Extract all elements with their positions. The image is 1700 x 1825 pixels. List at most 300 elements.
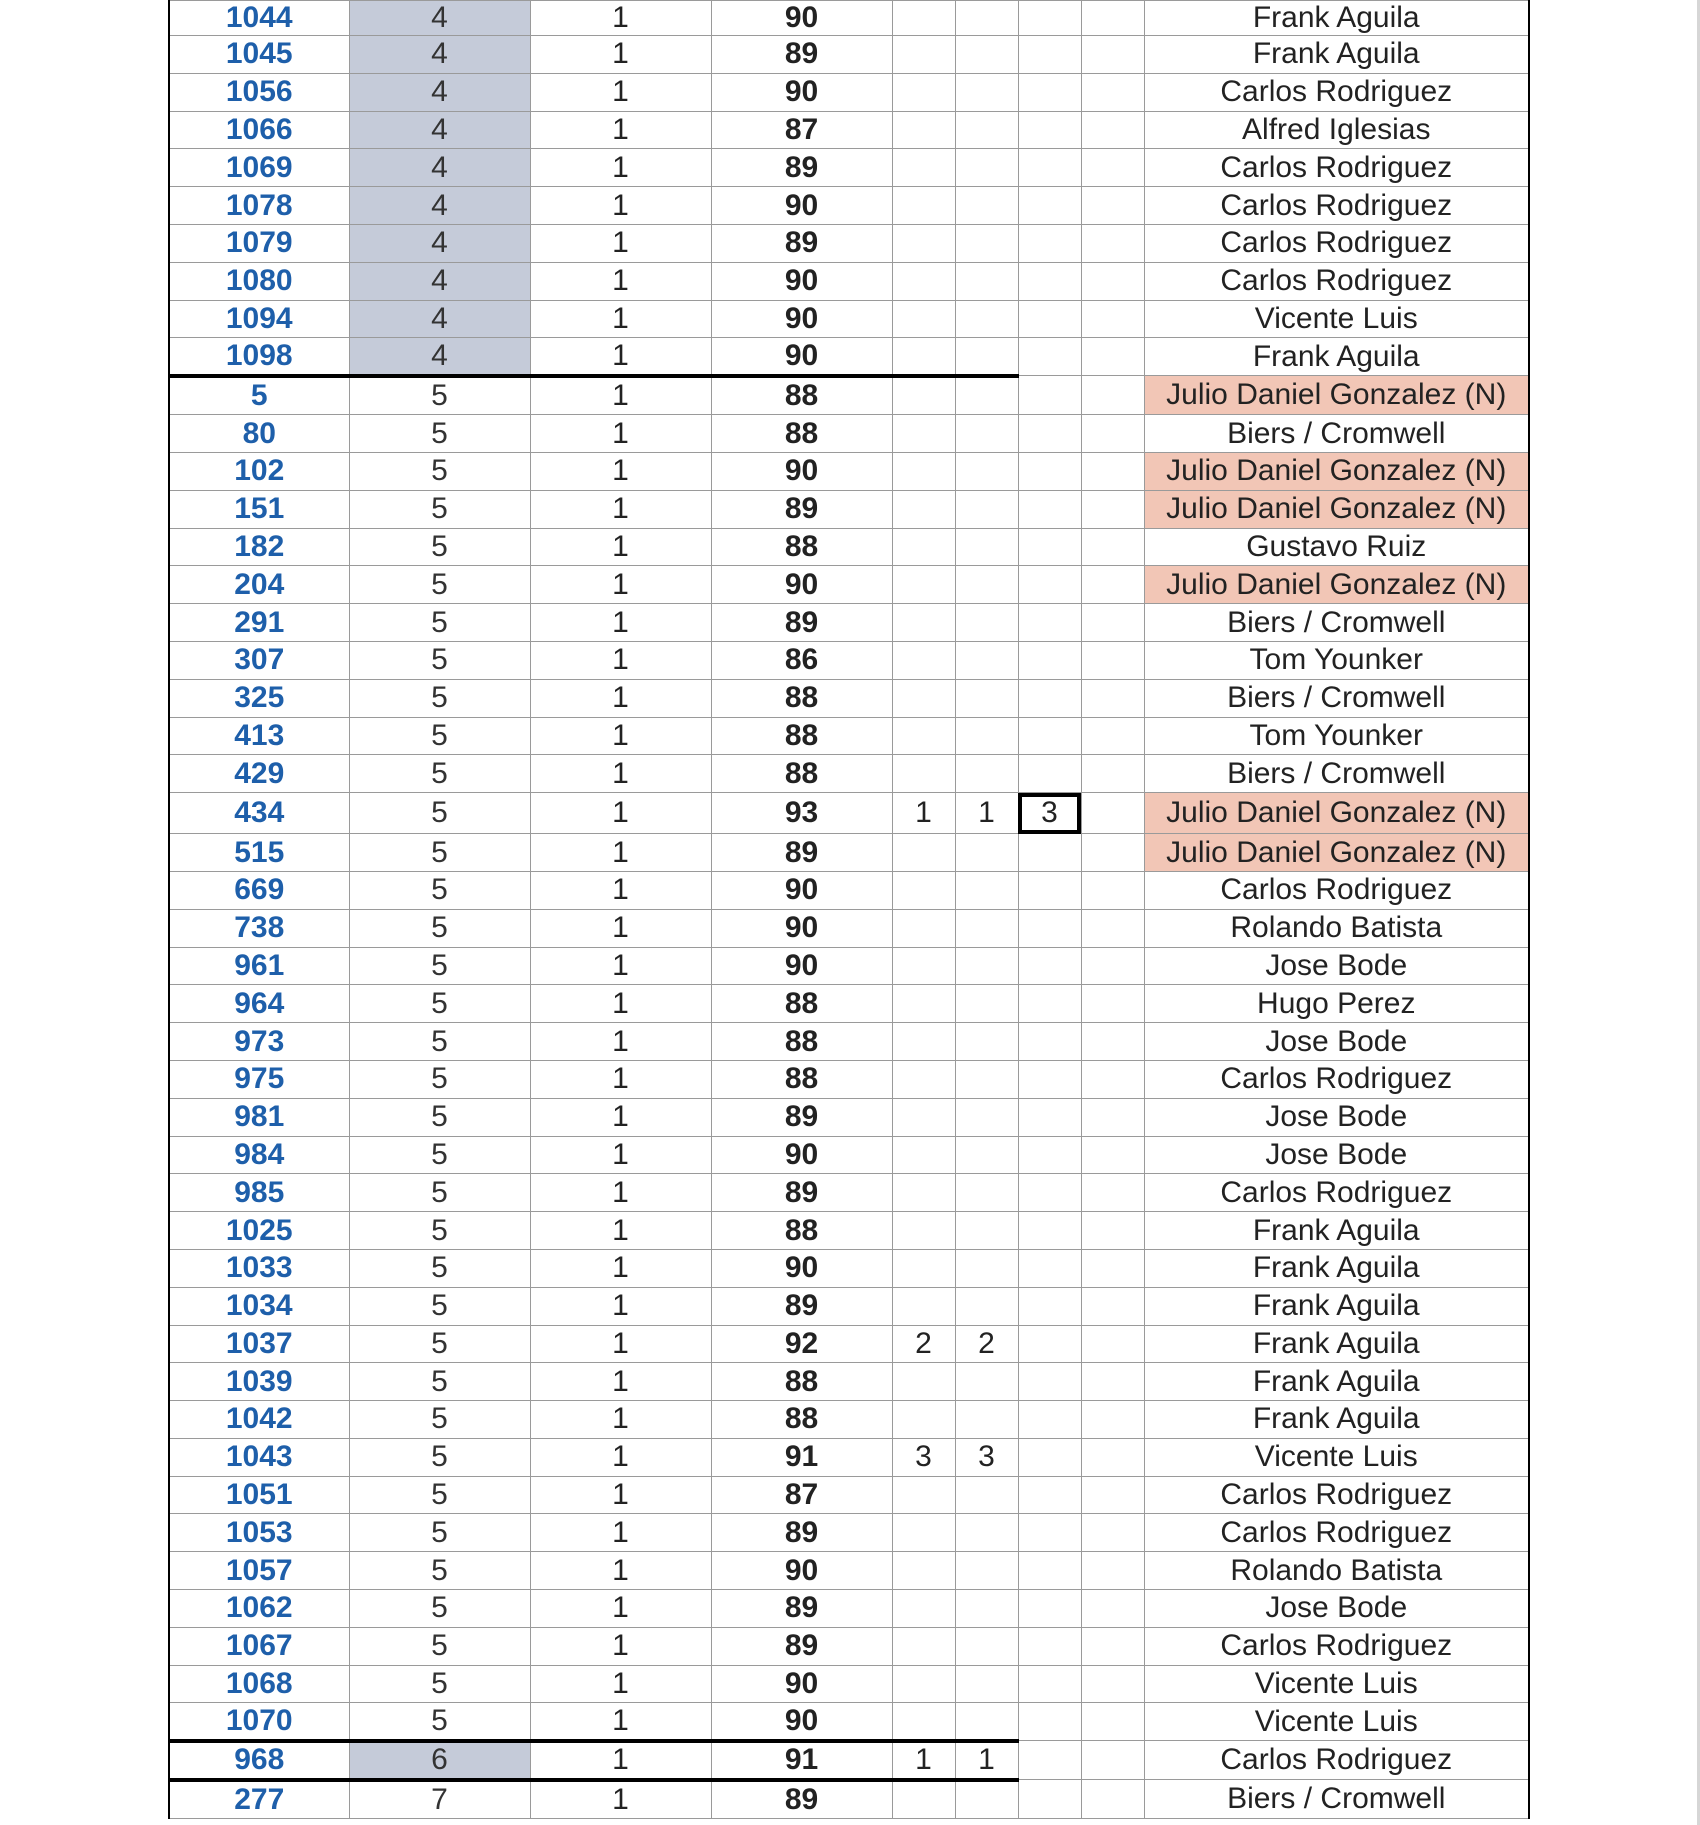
exhibitor-name: Julio Daniel Gonzalez (N) <box>1144 566 1529 604</box>
count-value: 1 <box>530 1174 711 1212</box>
table-row <box>169 604 1529 642</box>
group-number: 5 <box>349 1212 530 1250</box>
score-value: 90 <box>711 73 892 111</box>
extra-col-2 <box>955 985 1018 1023</box>
extra-col-1 <box>892 871 955 909</box>
group-number: 5 <box>349 1703 530 1741</box>
group-number: 5 <box>349 717 530 755</box>
extra-col-3 <box>1018 1552 1081 1590</box>
extra-col-3 <box>1018 1401 1081 1439</box>
table-row <box>169 641 1529 679</box>
extra-col-3 <box>1018 149 1081 187</box>
extra-col-1 <box>892 1780 955 1819</box>
extra-col-3 <box>1018 985 1081 1023</box>
extra-col-2 <box>955 604 1018 642</box>
entry-id: 1053 <box>169 1514 349 1552</box>
table-row <box>169 490 1529 528</box>
extra-col-1 <box>892 1 955 36</box>
extra-col-1 <box>892 641 955 679</box>
extra-col-2 <box>955 1627 1018 1665</box>
table-row <box>169 111 1529 149</box>
extra-col-1 <box>892 566 955 604</box>
extra-col-3 <box>1018 1665 1081 1703</box>
group-number: 5 <box>349 1438 530 1476</box>
group-number: 4 <box>349 36 530 74</box>
entry-id: 434 <box>169 793 349 834</box>
count-value: 1 <box>530 1741 711 1780</box>
extra-col-2 <box>955 1136 1018 1174</box>
entry-id: 429 <box>169 755 349 793</box>
extra-col-1 <box>892 755 955 793</box>
score-value: 88 <box>711 528 892 566</box>
group-number: 5 <box>349 985 530 1023</box>
table-row <box>169 755 1529 793</box>
exhibitor-name: Biers / Cromwell <box>1144 1780 1529 1819</box>
extra-col-3 <box>1018 415 1081 453</box>
exhibitor-name: Jose Bode <box>1144 947 1529 985</box>
table-row <box>169 793 1529 834</box>
extra-col-3 <box>1018 834 1081 872</box>
table-row <box>169 1476 1529 1514</box>
score-value: 88 <box>711 376 892 415</box>
count-value: 1 <box>530 1590 711 1628</box>
score-value: 90 <box>711 947 892 985</box>
extra-col-2: 3 <box>955 1438 1018 1476</box>
entry-id: 1080 <box>169 262 349 300</box>
extra-col-4 <box>1081 1514 1144 1552</box>
entry-id: 981 <box>169 1098 349 1136</box>
entry-id: 325 <box>169 679 349 717</box>
count-value: 1 <box>530 1287 711 1325</box>
entry-id: 964 <box>169 985 349 1023</box>
extra-col-2 <box>955 262 1018 300</box>
extra-col-2 <box>955 566 1018 604</box>
extra-col-3 <box>1018 1023 1081 1061</box>
exhibitor-name: Frank Aguila <box>1144 1363 1529 1401</box>
entry-id: 1078 <box>169 187 349 225</box>
extra-col-3 <box>1018 641 1081 679</box>
exhibitor-name: Jose Bode <box>1144 1136 1529 1174</box>
extra-col-1 <box>892 1249 955 1287</box>
extra-col-2 <box>955 717 1018 755</box>
group-number: 5 <box>349 1401 530 1439</box>
extra-col-2 <box>955 338 1018 376</box>
entry-id: 961 <box>169 947 349 985</box>
exhibitor-name: Carlos Rodriguez <box>1144 1514 1529 1552</box>
count-value: 1 <box>530 1780 711 1819</box>
count-value: 1 <box>530 717 711 755</box>
exhibitor-name: Biers / Cromwell <box>1144 604 1529 642</box>
extra-col-2 <box>955 187 1018 225</box>
exhibitor-name: Gustavo Ruiz <box>1144 528 1529 566</box>
extra-col-3 <box>1018 1 1081 36</box>
count-value: 1 <box>530 1098 711 1136</box>
entry-id: 182 <box>169 528 349 566</box>
extra-col-3: 3 <box>1018 793 1081 834</box>
exhibitor-name: Vicente Luis <box>1144 1703 1529 1741</box>
entry-id: 80 <box>169 415 349 453</box>
entry-id: 1037 <box>169 1325 349 1363</box>
group-number: 5 <box>349 415 530 453</box>
group-number: 5 <box>349 1476 530 1514</box>
table-row <box>169 1780 1529 1819</box>
exhibitor-name: Jose Bode <box>1144 1590 1529 1628</box>
extra-col-2 <box>955 641 1018 679</box>
extra-col-1 <box>892 909 955 947</box>
count-value: 1 <box>530 1363 711 1401</box>
extra-col-4 <box>1081 111 1144 149</box>
score-value: 88 <box>711 1401 892 1439</box>
entry-id: 1045 <box>169 36 349 74</box>
table-row <box>169 1438 1529 1476</box>
extra-col-4 <box>1081 566 1144 604</box>
group-number: 5 <box>349 604 530 642</box>
exhibitor-name: Julio Daniel Gonzalez (N) <box>1144 834 1529 872</box>
group-number: 4 <box>349 187 530 225</box>
extra-col-1 <box>892 1363 955 1401</box>
group-number: 5 <box>349 1060 530 1098</box>
extra-col-3 <box>1018 1098 1081 1136</box>
extra-col-2 <box>955 300 1018 338</box>
entry-id: 1044 <box>169 1 349 36</box>
extra-col-3 <box>1018 187 1081 225</box>
group-number: 5 <box>349 490 530 528</box>
count-value: 1 <box>530 909 711 947</box>
extra-col-1 <box>892 1665 955 1703</box>
table-row <box>169 262 1529 300</box>
exhibitor-name: Carlos Rodriguez <box>1144 224 1529 262</box>
extra-col-1 <box>892 1590 955 1628</box>
extra-col-3 <box>1018 490 1081 528</box>
group-number: 5 <box>349 566 530 604</box>
table-row <box>169 452 1529 490</box>
extra-col-3 <box>1018 338 1081 376</box>
extra-col-4 <box>1081 73 1144 111</box>
extra-col-4 <box>1081 1287 1144 1325</box>
exhibitor-name: Biers / Cromwell <box>1144 679 1529 717</box>
entry-id: 1066 <box>169 111 349 149</box>
score-value: 87 <box>711 111 892 149</box>
extra-col-3 <box>1018 1212 1081 1250</box>
extra-col-1 <box>892 1287 955 1325</box>
extra-col-4 <box>1081 1703 1144 1741</box>
extra-col-2 <box>955 871 1018 909</box>
extra-col-4 <box>1081 1325 1144 1363</box>
table-row <box>169 985 1529 1023</box>
extra-col-2 <box>955 1 1018 36</box>
group-number: 4 <box>349 73 530 111</box>
exhibitor-name: Julio Daniel Gonzalez (N) <box>1144 376 1529 415</box>
extra-col-4 <box>1081 528 1144 566</box>
table-row <box>169 1287 1529 1325</box>
score-value: 88 <box>711 755 892 793</box>
extra-col-1 <box>892 73 955 111</box>
score-value: 89 <box>711 1780 892 1819</box>
count-value: 1 <box>530 338 711 376</box>
count-value: 1 <box>530 1249 711 1287</box>
extra-col-4 <box>1081 149 1144 187</box>
score-value: 90 <box>711 1552 892 1590</box>
extra-col-4 <box>1081 1 1144 36</box>
count-value: 1 <box>530 376 711 415</box>
count-value: 1 <box>530 871 711 909</box>
count-value: 1 <box>530 300 711 338</box>
extra-col-3 <box>1018 73 1081 111</box>
table-row <box>169 300 1529 338</box>
count-value: 1 <box>530 1401 711 1439</box>
score-value: 91 <box>711 1438 892 1476</box>
score-value: 89 <box>711 1287 892 1325</box>
table-row <box>169 36 1529 74</box>
score-value: 90 <box>711 262 892 300</box>
extra-col-2 <box>955 490 1018 528</box>
extra-col-3 <box>1018 1174 1081 1212</box>
score-value: 88 <box>711 985 892 1023</box>
count-value: 1 <box>530 1 711 36</box>
table-row <box>169 1665 1529 1703</box>
table-row <box>169 909 1529 947</box>
extra-col-3 <box>1018 1249 1081 1287</box>
score-value: 88 <box>711 1023 892 1061</box>
extra-col-3 <box>1018 36 1081 74</box>
extra-col-2 <box>955 909 1018 947</box>
group-number: 5 <box>349 1590 530 1628</box>
extra-col-2: 2 <box>955 1325 1018 1363</box>
count-value: 1 <box>530 1023 711 1061</box>
score-value: 88 <box>711 717 892 755</box>
score-value: 90 <box>711 338 892 376</box>
extra-col-2 <box>955 376 1018 415</box>
score-value: 87 <box>711 1476 892 1514</box>
group-number: 7 <box>349 1780 530 1819</box>
extra-col-4 <box>1081 36 1144 74</box>
exhibitor-name: Carlos Rodriguez <box>1144 1476 1529 1514</box>
extra-col-2 <box>955 947 1018 985</box>
score-value: 88 <box>711 1212 892 1250</box>
exhibitor-name: Julio Daniel Gonzalez (N) <box>1144 490 1529 528</box>
exhibitor-name: Frank Aguila <box>1144 1 1529 36</box>
extra-col-4 <box>1081 452 1144 490</box>
entry-id: 291 <box>169 604 349 642</box>
exhibitor-name: Jose Bode <box>1144 1023 1529 1061</box>
group-number: 5 <box>349 793 530 834</box>
table-row <box>169 1 1529 36</box>
extra-col-3 <box>1018 604 1081 642</box>
entry-id: 1025 <box>169 1212 349 1250</box>
extra-col-2 <box>955 1287 1018 1325</box>
exhibitor-name: Frank Aguila <box>1144 1287 1529 1325</box>
extra-col-3 <box>1018 717 1081 755</box>
extra-col-4 <box>1081 1060 1144 1098</box>
score-value: 89 <box>711 224 892 262</box>
entry-id: 975 <box>169 1060 349 1098</box>
extra-col-3 <box>1018 452 1081 490</box>
entry-id: 669 <box>169 871 349 909</box>
table-row <box>169 1627 1529 1665</box>
score-value: 88 <box>711 1060 892 1098</box>
exhibitor-name: Julio Daniel Gonzalez (N) <box>1144 793 1529 834</box>
exhibitor-name: Vicente Luis <box>1144 1665 1529 1703</box>
exhibitor-name: Frank Aguila <box>1144 36 1529 74</box>
entry-id: 968 <box>169 1741 349 1780</box>
extra-col-4 <box>1081 717 1144 755</box>
group-number: 5 <box>349 641 530 679</box>
score-value: 90 <box>711 1136 892 1174</box>
extra-col-1: 1 <box>892 793 955 834</box>
extra-col-4 <box>1081 1174 1144 1212</box>
entry-id: 1068 <box>169 1665 349 1703</box>
extra-col-3 <box>1018 262 1081 300</box>
extra-col-1 <box>892 149 955 187</box>
group-number: 5 <box>349 1552 530 1590</box>
group-number: 5 <box>349 871 530 909</box>
extra-col-3 <box>1018 1136 1081 1174</box>
extra-col-4 <box>1081 490 1144 528</box>
entry-id: 973 <box>169 1023 349 1061</box>
results-table <box>168 0 1530 1819</box>
table-row <box>169 871 1529 909</box>
extra-col-4 <box>1081 679 1144 717</box>
exhibitor-name: Frank Aguila <box>1144 1325 1529 1363</box>
table-row <box>169 1136 1529 1174</box>
score-value: 90 <box>711 1249 892 1287</box>
table-row <box>169 187 1529 225</box>
extra-col-2 <box>955 1552 1018 1590</box>
extra-col-4 <box>1081 947 1144 985</box>
score-value: 89 <box>711 604 892 642</box>
count-value: 1 <box>530 1703 711 1741</box>
extra-col-3 <box>1018 1780 1081 1819</box>
group-number: 5 <box>349 376 530 415</box>
extra-col-3 <box>1018 1627 1081 1665</box>
table-row <box>169 1514 1529 1552</box>
extra-col-4 <box>1081 300 1144 338</box>
extra-col-3 <box>1018 909 1081 947</box>
extra-col-1 <box>892 36 955 74</box>
entry-id: 1051 <box>169 1476 349 1514</box>
extra-col-1 <box>892 1212 955 1250</box>
group-number: 4 <box>349 224 530 262</box>
extra-col-1 <box>892 1060 955 1098</box>
count-value: 1 <box>530 1514 711 1552</box>
extra-col-1 <box>892 1627 955 1665</box>
extra-col-2 <box>955 1780 1018 1819</box>
exhibitor-name: Carlos Rodriguez <box>1144 1741 1529 1780</box>
extra-col-4 <box>1081 1023 1144 1061</box>
group-number: 5 <box>349 1514 530 1552</box>
count-value: 1 <box>530 262 711 300</box>
extra-col-3 <box>1018 376 1081 415</box>
table-row <box>169 1741 1529 1780</box>
group-number: 5 <box>349 1023 530 1061</box>
extra-col-1 <box>892 490 955 528</box>
exhibitor-name: Frank Aguila <box>1144 1401 1529 1439</box>
extra-col-4 <box>1081 871 1144 909</box>
extra-col-1 <box>892 1136 955 1174</box>
extra-col-3 <box>1018 1514 1081 1552</box>
extra-col-2 <box>955 1476 1018 1514</box>
score-value: 93 <box>711 793 892 834</box>
group-number: 5 <box>349 1363 530 1401</box>
score-value: 89 <box>711 1514 892 1552</box>
entry-id: 102 <box>169 452 349 490</box>
group-number: 4 <box>349 111 530 149</box>
score-value: 90 <box>711 1 892 36</box>
score-value: 89 <box>711 1627 892 1665</box>
table-row <box>169 1212 1529 1250</box>
count-value: 1 <box>530 947 711 985</box>
count-value: 1 <box>530 1060 711 1098</box>
extra-col-1 <box>892 338 955 376</box>
score-value: 90 <box>711 871 892 909</box>
group-number: 4 <box>349 1 530 36</box>
extra-col-2 <box>955 1249 1018 1287</box>
entry-id: 1069 <box>169 149 349 187</box>
extra-col-3 <box>1018 755 1081 793</box>
extra-col-4 <box>1081 641 1144 679</box>
extra-col-4 <box>1081 1098 1144 1136</box>
table-row <box>169 73 1529 111</box>
count-value: 1 <box>530 566 711 604</box>
exhibitor-name: Carlos Rodriguez <box>1144 73 1529 111</box>
exhibitor-name: Frank Aguila <box>1144 1212 1529 1250</box>
exhibitor-name: Rolando Batista <box>1144 1552 1529 1590</box>
table-row <box>169 1023 1529 1061</box>
count-value: 1 <box>530 36 711 74</box>
entry-id: 1098 <box>169 338 349 376</box>
exhibitor-name: Vicente Luis <box>1144 300 1529 338</box>
table-row <box>169 1552 1529 1590</box>
extra-col-1 <box>892 1514 955 1552</box>
extra-col-2 <box>955 1023 1018 1061</box>
count-value: 1 <box>530 604 711 642</box>
extra-col-4 <box>1081 376 1144 415</box>
extra-col-4 <box>1081 1741 1144 1780</box>
extra-col-4 <box>1081 1665 1144 1703</box>
extra-col-1 <box>892 834 955 872</box>
entry-id: 307 <box>169 641 349 679</box>
group-number: 6 <box>349 1741 530 1780</box>
score-value: 89 <box>711 36 892 74</box>
extra-col-2 <box>955 1060 1018 1098</box>
count-value: 1 <box>530 834 711 872</box>
exhibitor-name: Alfred Iglesias <box>1144 111 1529 149</box>
extra-col-3 <box>1018 679 1081 717</box>
exhibitor-name: Carlos Rodriguez <box>1144 1174 1529 1212</box>
extra-col-3 <box>1018 1438 1081 1476</box>
group-number: 5 <box>349 1287 530 1325</box>
count-value: 1 <box>530 528 711 566</box>
table-row <box>169 717 1529 755</box>
extra-col-2 <box>955 415 1018 453</box>
exhibitor-name: Carlos Rodriguez <box>1144 262 1529 300</box>
extra-col-4 <box>1081 909 1144 947</box>
extra-col-2 <box>955 452 1018 490</box>
exhibitor-name: Tom Younker <box>1144 717 1529 755</box>
extra-col-1 <box>892 717 955 755</box>
exhibitor-name: Carlos Rodriguez <box>1144 149 1529 187</box>
entry-id: 984 <box>169 1136 349 1174</box>
extra-col-2 <box>955 679 1018 717</box>
extra-col-3 <box>1018 1703 1081 1741</box>
score-value: 90 <box>711 187 892 225</box>
exhibitor-name: Carlos Rodriguez <box>1144 1627 1529 1665</box>
group-number: 5 <box>349 528 530 566</box>
count-value: 1 <box>530 1552 711 1590</box>
exhibitor-name: Biers / Cromwell <box>1144 415 1529 453</box>
score-value: 90 <box>711 1703 892 1741</box>
entry-id: 151 <box>169 490 349 528</box>
